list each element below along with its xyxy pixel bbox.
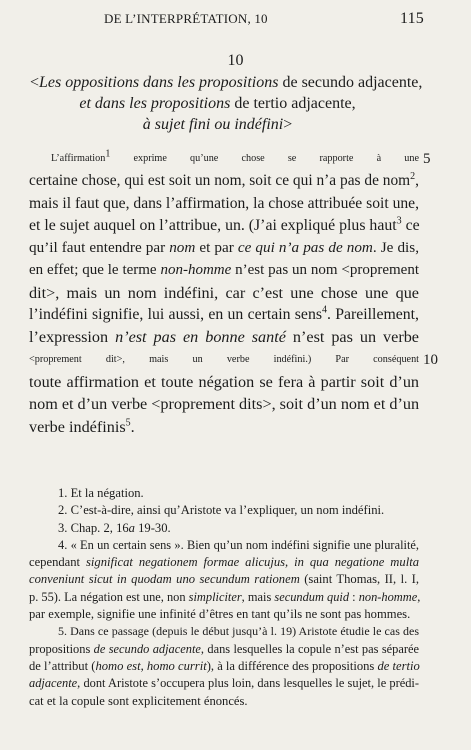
footnote-5-line: cat et la copule sont explicitement énoncés.	[29, 693, 248, 708]
italic-run: de secundo adjacente	[93, 641, 201, 656]
footnote-ref: 3	[396, 215, 402, 227]
text-run: .	[130, 417, 135, 436]
text-run: cependant	[29, 555, 86, 570]
footnote-ref: 1	[105, 148, 111, 160]
footnote-3	[29, 520, 419, 537]
italic-run: de tertio	[377, 658, 420, 673]
footnote-5-line	[29, 641, 419, 658]
line-number: 10	[423, 351, 438, 368]
heading-line	[30, 72, 423, 93]
text-run: 3. Chap. 2, 16	[58, 520, 129, 535]
text-run: n’est pas un verbe	[285, 328, 419, 347]
text-run: verbe indéfinis	[29, 417, 126, 436]
heading-italic: Les oppositions dans les propositions	[39, 74, 279, 91]
heading-italic: et dans les propositions	[79, 95, 231, 112]
section-heading	[30, 72, 423, 135]
text-line	[29, 416, 419, 438]
text-run: dit>, mais un nom indéfini, car c’est une chose une que	[29, 283, 419, 302]
text-line	[29, 349, 438, 371]
italic-run: non-homme	[160, 262, 232, 279]
text-run: l’expression	[29, 328, 116, 347]
italic-run: nom	[169, 239, 196, 257]
footnote-5-line	[29, 675, 419, 692]
line-number: 5	[423, 151, 431, 167]
footnote-ref: 5	[125, 417, 131, 429]
text-line	[29, 326, 419, 348]
italic-run: non-homme	[358, 589, 418, 604]
text-run: p. 55). La négation est une, non	[29, 589, 189, 604]
text-run: exprime qu’une chose se rapporte à une	[110, 153, 419, 164]
text-line	[29, 215, 419, 237]
text-run: de l’attribut (	[29, 658, 96, 673]
heading-roman: de secundo adjacente,	[278, 74, 423, 91]
text-run: 19-30.	[134, 520, 171, 535]
text-run: <proprement dit>, mais un verbe indéfini.) Par conséquent	[29, 353, 419, 365]
text-line	[29, 371, 419, 393]
text-run: (saint Thomas, II, l. I,	[299, 572, 420, 587]
text-line	[29, 170, 419, 192]
text-run: , mais	[241, 589, 275, 604]
heading-line	[30, 93, 405, 114]
footnote-4-line: par exemple, signifie une infinité d’êtres en tant qu’ils ne sont pas hommes.	[29, 607, 411, 622]
main-text	[29, 148, 438, 438]
text-line	[29, 304, 419, 326]
angle-bracket: <	[30, 74, 40, 91]
text-run: ), à la différence des propositions	[206, 658, 378, 673]
section-number: 10	[227, 52, 244, 69]
italic-run: conveniunt sicut in quodam uno secundum rationem	[29, 572, 300, 587]
text-run: ,	[415, 172, 419, 190]
text-run: l’indéfini signifie, lui aussi, en un certain sens	[29, 306, 322, 324]
footnote-1: 1. Et la négation.	[58, 486, 144, 500]
running-head-title: DE L’INTERPRÉTATION, 10	[104, 11, 268, 26]
text-run: ,	[417, 589, 421, 604]
italic-run: simpliciter	[188, 589, 242, 604]
footnote-ref: 2	[410, 171, 416, 183]
text-run: n’est pas un nom <proprement	[231, 262, 419, 279]
italic-run: ce qui n’a pas de nom	[237, 239, 373, 257]
italic-run: homo est, homo currit	[95, 658, 207, 673]
text-run: :	[349, 589, 359, 604]
heading-italic: à sujet fini ou indéfini	[142, 116, 284, 133]
text-run: . Je dis,	[372, 239, 419, 257]
text-run: , dont Aristote s’occupera plus loin, dans lesquelles le sujet, le prédi-	[77, 676, 419, 691]
footnote-4: 4. « En un certain sens ». Bien qu’un nom indéfini signifie une pluralité,	[58, 537, 419, 552]
text-run: en effet; que le terme	[29, 262, 161, 279]
text-line	[29, 193, 419, 215]
text-line	[29, 237, 419, 259]
italic-run: n’est pas en bonne santé	[115, 328, 286, 347]
text-line	[29, 282, 419, 304]
text-run: et par	[195, 239, 238, 257]
text-run: L’affirmation	[51, 153, 106, 164]
text-run: toute affirmation et toute négation se fera à partir soit d’un	[29, 372, 419, 391]
text-run: . Pareillement,	[327, 306, 419, 324]
text-run: propositions	[29, 641, 94, 656]
text-run: ce	[401, 216, 420, 234]
text-run: et le sujet auquel on l’attribue, un. (J’ai expliqué plus haut	[29, 216, 397, 234]
footnote-5-line	[29, 658, 419, 675]
footnote-4-line	[29, 589, 419, 606]
footnote-4-line	[29, 571, 419, 588]
text-run: mais il faut que, dans l’affirmation, la chose attribuée soit une,	[29, 194, 419, 212]
footnote-5: 5. Dans ce passage (depuis le début jusqu’à l. 19) Aristote étudie le cas des	[58, 624, 419, 639]
footnote-ref: 4	[322, 304, 327, 316]
page-number: 115	[399, 10, 424, 27]
text-line	[29, 393, 419, 415]
italic-run: a	[128, 520, 135, 535]
heading-line	[30, 114, 405, 135]
footnote-4-line	[29, 554, 419, 571]
text-run: , dans lesquelles la copule n’est pas séparée	[200, 641, 419, 656]
italic-run: adjacente	[29, 676, 78, 691]
text-run: qu’il faut entendre par	[29, 239, 170, 257]
text-line	[29, 148, 431, 170]
text-run: nom et d’un verbe <proprement dits>, soit d’un nom et d’un	[29, 395, 420, 414]
footnote-2: 2. C’est-à-dire, ainsi qu’Aristote va l’expliquer, un nom indéfini.	[58, 503, 385, 518]
text-line	[29, 259, 419, 281]
italic-run: secundum quid	[274, 589, 350, 604]
text-run: certaine chose, qui est soit un nom, soit ce qui n’a pas de nom	[29, 172, 411, 190]
footnotes	[29, 485, 419, 710]
heading-roman: de tertio adjacente,	[230, 95, 356, 112]
italic-run: significat negationem formae alicujus, in qua negatione multa	[86, 555, 419, 570]
heading-roman: >	[283, 116, 293, 133]
